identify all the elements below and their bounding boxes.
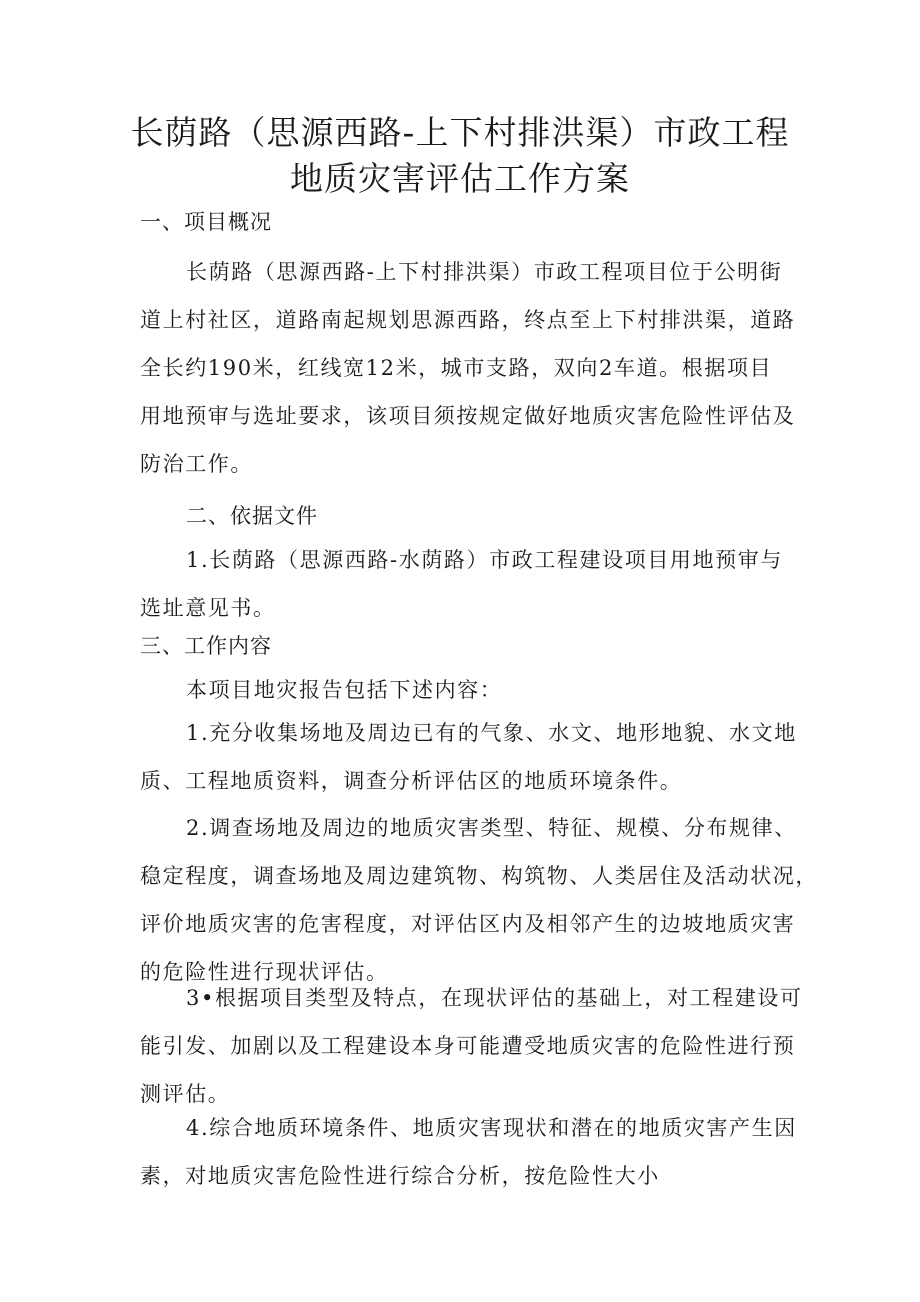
text-line: 4.综合地质环境条件、地质灾害现状和潜在的地质灾害产生因: [186, 1116, 797, 1140]
work-item-4: [140, 1104, 810, 1200]
text-line: 全长约190米，红线宽12米，城市支路，双向2车道。根据项目: [140, 356, 773, 380]
work-item-2: [140, 804, 818, 996]
document-title-line-1: 长荫路（思源西路-上下村排洪渠）市政工程: [130, 113, 790, 152]
text-line: 道上村社区，道路南起规划思源西路，终点至上下村排洪渠，道路: [140, 308, 796, 332]
text-line: 的危险性进行现状评估。: [140, 960, 389, 984]
text-line: 选址意见书。: [140, 596, 276, 620]
section-heading-basis: 二、依据文件: [186, 504, 318, 528]
text-line: 测评估。: [140, 1082, 231, 1106]
text-line: 2.调查场地及周边的地质灾害类型、特征、规模、分布规律、: [186, 816, 797, 840]
text-line: 防治工作。: [140, 452, 253, 476]
section-heading-work-content: 三、工作内容: [140, 634, 272, 658]
text-line: 1.长荫路（思源西路-水荫路）市政工程建设项目用地预审与: [186, 548, 783, 572]
text-line: 本项目地灾报告包括下述内容：: [186, 678, 503, 702]
text-line: 评价地质灾害的危害程度，对评估区内及相邻产生的边坡地质灾害: [140, 912, 796, 936]
work-item-1: [140, 709, 810, 805]
section-work-content-intro: [140, 666, 810, 714]
text-line: 能引发、加剧以及工程建设本身可能遭受地质灾害的危险性进行预: [140, 1034, 796, 1058]
text-line: 质、工程地质资料，调查分析评估区的地质环境条件。: [140, 769, 683, 793]
section-overview-paragraph: [140, 248, 810, 488]
text-line: 素，对地质灾害危险性进行综合分析，按危险性大小: [140, 1164, 660, 1188]
text-line: 长荫路（思源西路-上下村排洪渠）市政工程项目位于公明街: [186, 260, 783, 284]
section-heading-overview: 一、项目概况: [140, 210, 272, 234]
text-line: 稳定程度，调查场地及周边建筑物、构筑物、人类居住及活动状况，: [140, 864, 818, 888]
text-line: 3•根据项目类型及特点，在现状评估的基础上，对工程建设可: [186, 986, 803, 1010]
section-basis-paragraph: [140, 536, 810, 632]
work-item-3: [140, 974, 810, 1118]
text-line: 用地预审与选址要求，该项目须按规定做好地质灾害危险性评估及: [140, 404, 796, 428]
document-title-line-2: 地质灾害评估工作方案: [290, 159, 630, 198]
text-line: 1.充分收集场地及周边已有的气象、水文、地形地貌、水文地: [186, 721, 797, 745]
